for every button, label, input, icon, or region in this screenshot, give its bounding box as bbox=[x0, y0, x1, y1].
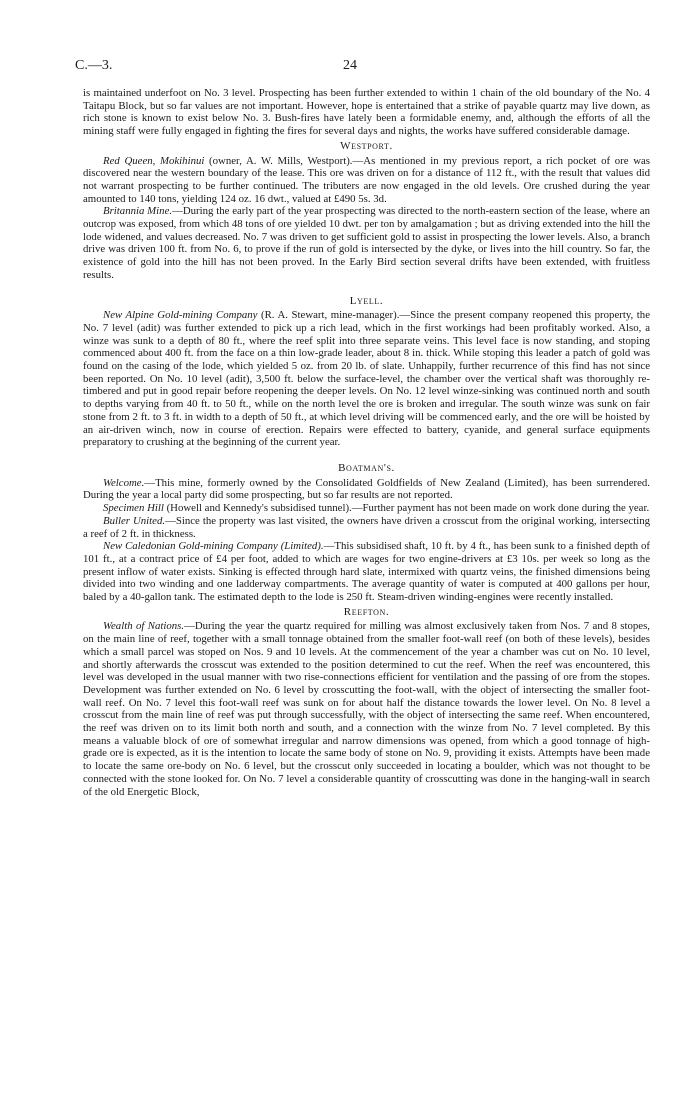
paragraph-title: Buller United. bbox=[103, 514, 166, 527]
section-heading-westport: Westport. bbox=[340, 139, 393, 152]
section-heading-reefton: Reefton. bbox=[343, 605, 390, 618]
paragraph-title: Red Queen, Mokihinui bbox=[103, 154, 205, 167]
paragraph-text: —Since the property was last visited, the owners have driven a crosscut from the original working, intersecting a reef of 2 ft. in thickness. bbox=[83, 514, 650, 540]
paragraph-text: —This subsidised shaft, 10 ft. by 4 ft., has been sunk to a finished depth of 101 ft., at a contract price of £4 per foot, added to which are wages for two engine-drivers at £3 10s. per week so long as the present inflow of water exists. Sinking is effected through hard slate, intermixed with quartz veins, the finished dimensions being divided into two winding and one ladderway compartments. The average quantity of water is computed at 400 gallons per hour, baled by a 40-gallon tank. The estimated depth to the lode is 250 ft. Steam-driven winding-engines were recently installed. bbox=[83, 540, 650, 604]
paragraph-wealth-of-nations bbox=[83, 620, 650, 798]
section-heading-boatmans: Boatman's. bbox=[338, 461, 395, 474]
paragraph-title: Specimen Hill bbox=[103, 502, 164, 515]
paragraph-welcome bbox=[83, 477, 650, 502]
paragraph-title: Wealth of Nations. bbox=[103, 620, 185, 633]
paragraph-new-alpine bbox=[83, 309, 650, 449]
opening-paragraph: is maintained underfoot on No. 3 level. Prospecting has been further extended to within 1 chain of the old boundary of the No. 4 Taitapu Block, but so far values are not important. However, hope is entertained that a strike of payable quartz may live down, as rich stone is known to exist below No. 3. Bush-fires have lately been a formidable enemy, and, although the efforts of all the mining staff were fully engaged in fighting the fires for several days and nights, the works have suffered considerable damage. bbox=[83, 87, 650, 138]
section-heading-lyell: Lyell. bbox=[349, 294, 384, 307]
paragraph-text: (owner, A. W. Mills, Westport).—As mentioned in my previous report, a rich pocket of ore was discovered near the western boundary of the lease. This ore was driven on for a distance of 112 ft., with the result that values did not warrant prospecting to be further continued. The tributers are now engaged in the old levels. Ore crushed during the year amounted to 140 tons, yielding 124 oz. 16 dwt., valued at £490 5s. 3d. bbox=[83, 154, 650, 205]
paragraph-title: Britannia Mine. bbox=[103, 205, 173, 218]
paragraph-text: (R. A. Stewart, mine-manager).—Since the present company reopened this property, the No. 7 level (adit) was further extended to pick up a rich lead, which in the first workings had been profitably worked. Also, a winze was sunk to a depth of 80 ft., where the reef split into three separate veins. This level face is now standing, and stoping commenced about 400 ft. from the face on a thin low-grade leader, about 8 in. thick. While stoping this leader a patch of gold was found on the casing of the lode, which yielded 5 oz. from 20 lb. of slate. Unhappily, further recurrence of this find has not since been reported. On No. 10 level (adit), 3,500 ft. below the surface-level, the chamber over the vertical shaft was thoroughly re-timbered and put in good repair before reopening the deeper levels. On No. 12 level winze-sinking was continued north and south to depths varying from 40 ft. to 50 ft., while on the north level the ore is broken and irregular. The south winze was sunk on fair stone from 2 ft. to 3 ft. in width to a depth of 50 ft., at which level driving will be commenced early, and the ore will be hoisted by an air-driven winch, now in course of erection. Repairs were effected to battery, cyanide, and general surface equipments preparatory to crushing at the beginning of the current year. bbox=[83, 309, 650, 449]
paragraph-buller-united bbox=[83, 515, 650, 540]
paragraph-title: Welcome. bbox=[103, 476, 145, 489]
page-reference: C.—3. bbox=[75, 58, 113, 73]
paragraph-text: (Howell and Kennedy's subsidised tunnel).—Further payment has not been made on work done during the year. bbox=[163, 502, 650, 515]
paragraph-red-queen bbox=[83, 155, 650, 206]
paragraph-new-caledonian bbox=[83, 540, 650, 604]
paragraph-title: New Alpine Gold-mining Company bbox=[103, 309, 258, 322]
page-body bbox=[83, 87, 650, 798]
paragraph-text: —During the year the quartz required for milling was almost exclusively taken from Nos. 7 and 8 stopes, on the main line of reef, together with a small tonnage obtained from the smaller foot-wall reef (on both of these levels), besides which a small parcel was stoped on Nos. 9 and 10 levels. At the commencement of the year a chamber was cut on No. 10 level, and shortly afterwards the crosscut was extended to the position determined to cut the reef. When the reef was encountered, this level was developed in the usual manner with two rise-connections efficient for ventilation and the passing of ore from the stopes. Development was further extended on No. 6 level by crosscutting the foot-wall, with the object of intersecting the smaller foot-wall reef. On No. 7 level this foot-wall reef was sunk on for about half the distance towards the lower level. On No. 8 level a crosscut from the main line of reef was put through successfully, with the object of intersecting the same reef. When encountered, the reef was driven on to its limit both north and south, and a connection with the winze from No. 7 level completed. By this means a valuable block of ore of somewhat irregular and narrow dimensions was opened, from which a good tonnage of high-grade ore is expected, as it is the intention to locate the same body of stone on No. 9, providing it exists. Attempts have been made to locate the same ore-body on No. 6 level, but the crosscut only succeeded in locating a boulder, which was not thought to be connected with the stone looked for. On No. 7 level a considerable quantity of crosscutting was done in the hanging-wall in search of the old Energetic Block, bbox=[83, 620, 650, 798]
paragraph-text: —This mine, formerly owned by the Consolidated Goldfields of New Zealand (Limited), has been surrendered. During the year a local party did some prospecting, but so far results are not reported. bbox=[83, 476, 650, 502]
paragraph-specimen-hill bbox=[83, 502, 650, 515]
paragraph-britannia bbox=[83, 205, 650, 281]
paragraph-title: New Caledonian Gold-mining Company (Limited). bbox=[103, 540, 324, 553]
paragraph-text: —During the early part of the year prospecting was directed to the north-eastern section of the lease, where an outcrop was exposed, from which 48 tons of ore yielded 10 dwt. per ton by amalgamation ; but as driving extended into the hill the lode widened, and values decreased. No. 7 was driven to get sufficient gold to assist in prospecting the lower levels. Also, a branch drive was driven 100 ft. from No. 6, to prove if the run of gold is intersected by the dyke, or lives into the hill country. So far, the existence of gold into the hill has not been proved. In the Early Bird section several drifts have been extended, with fruitless results. bbox=[83, 205, 650, 281]
page-number: 24 bbox=[343, 58, 357, 73]
